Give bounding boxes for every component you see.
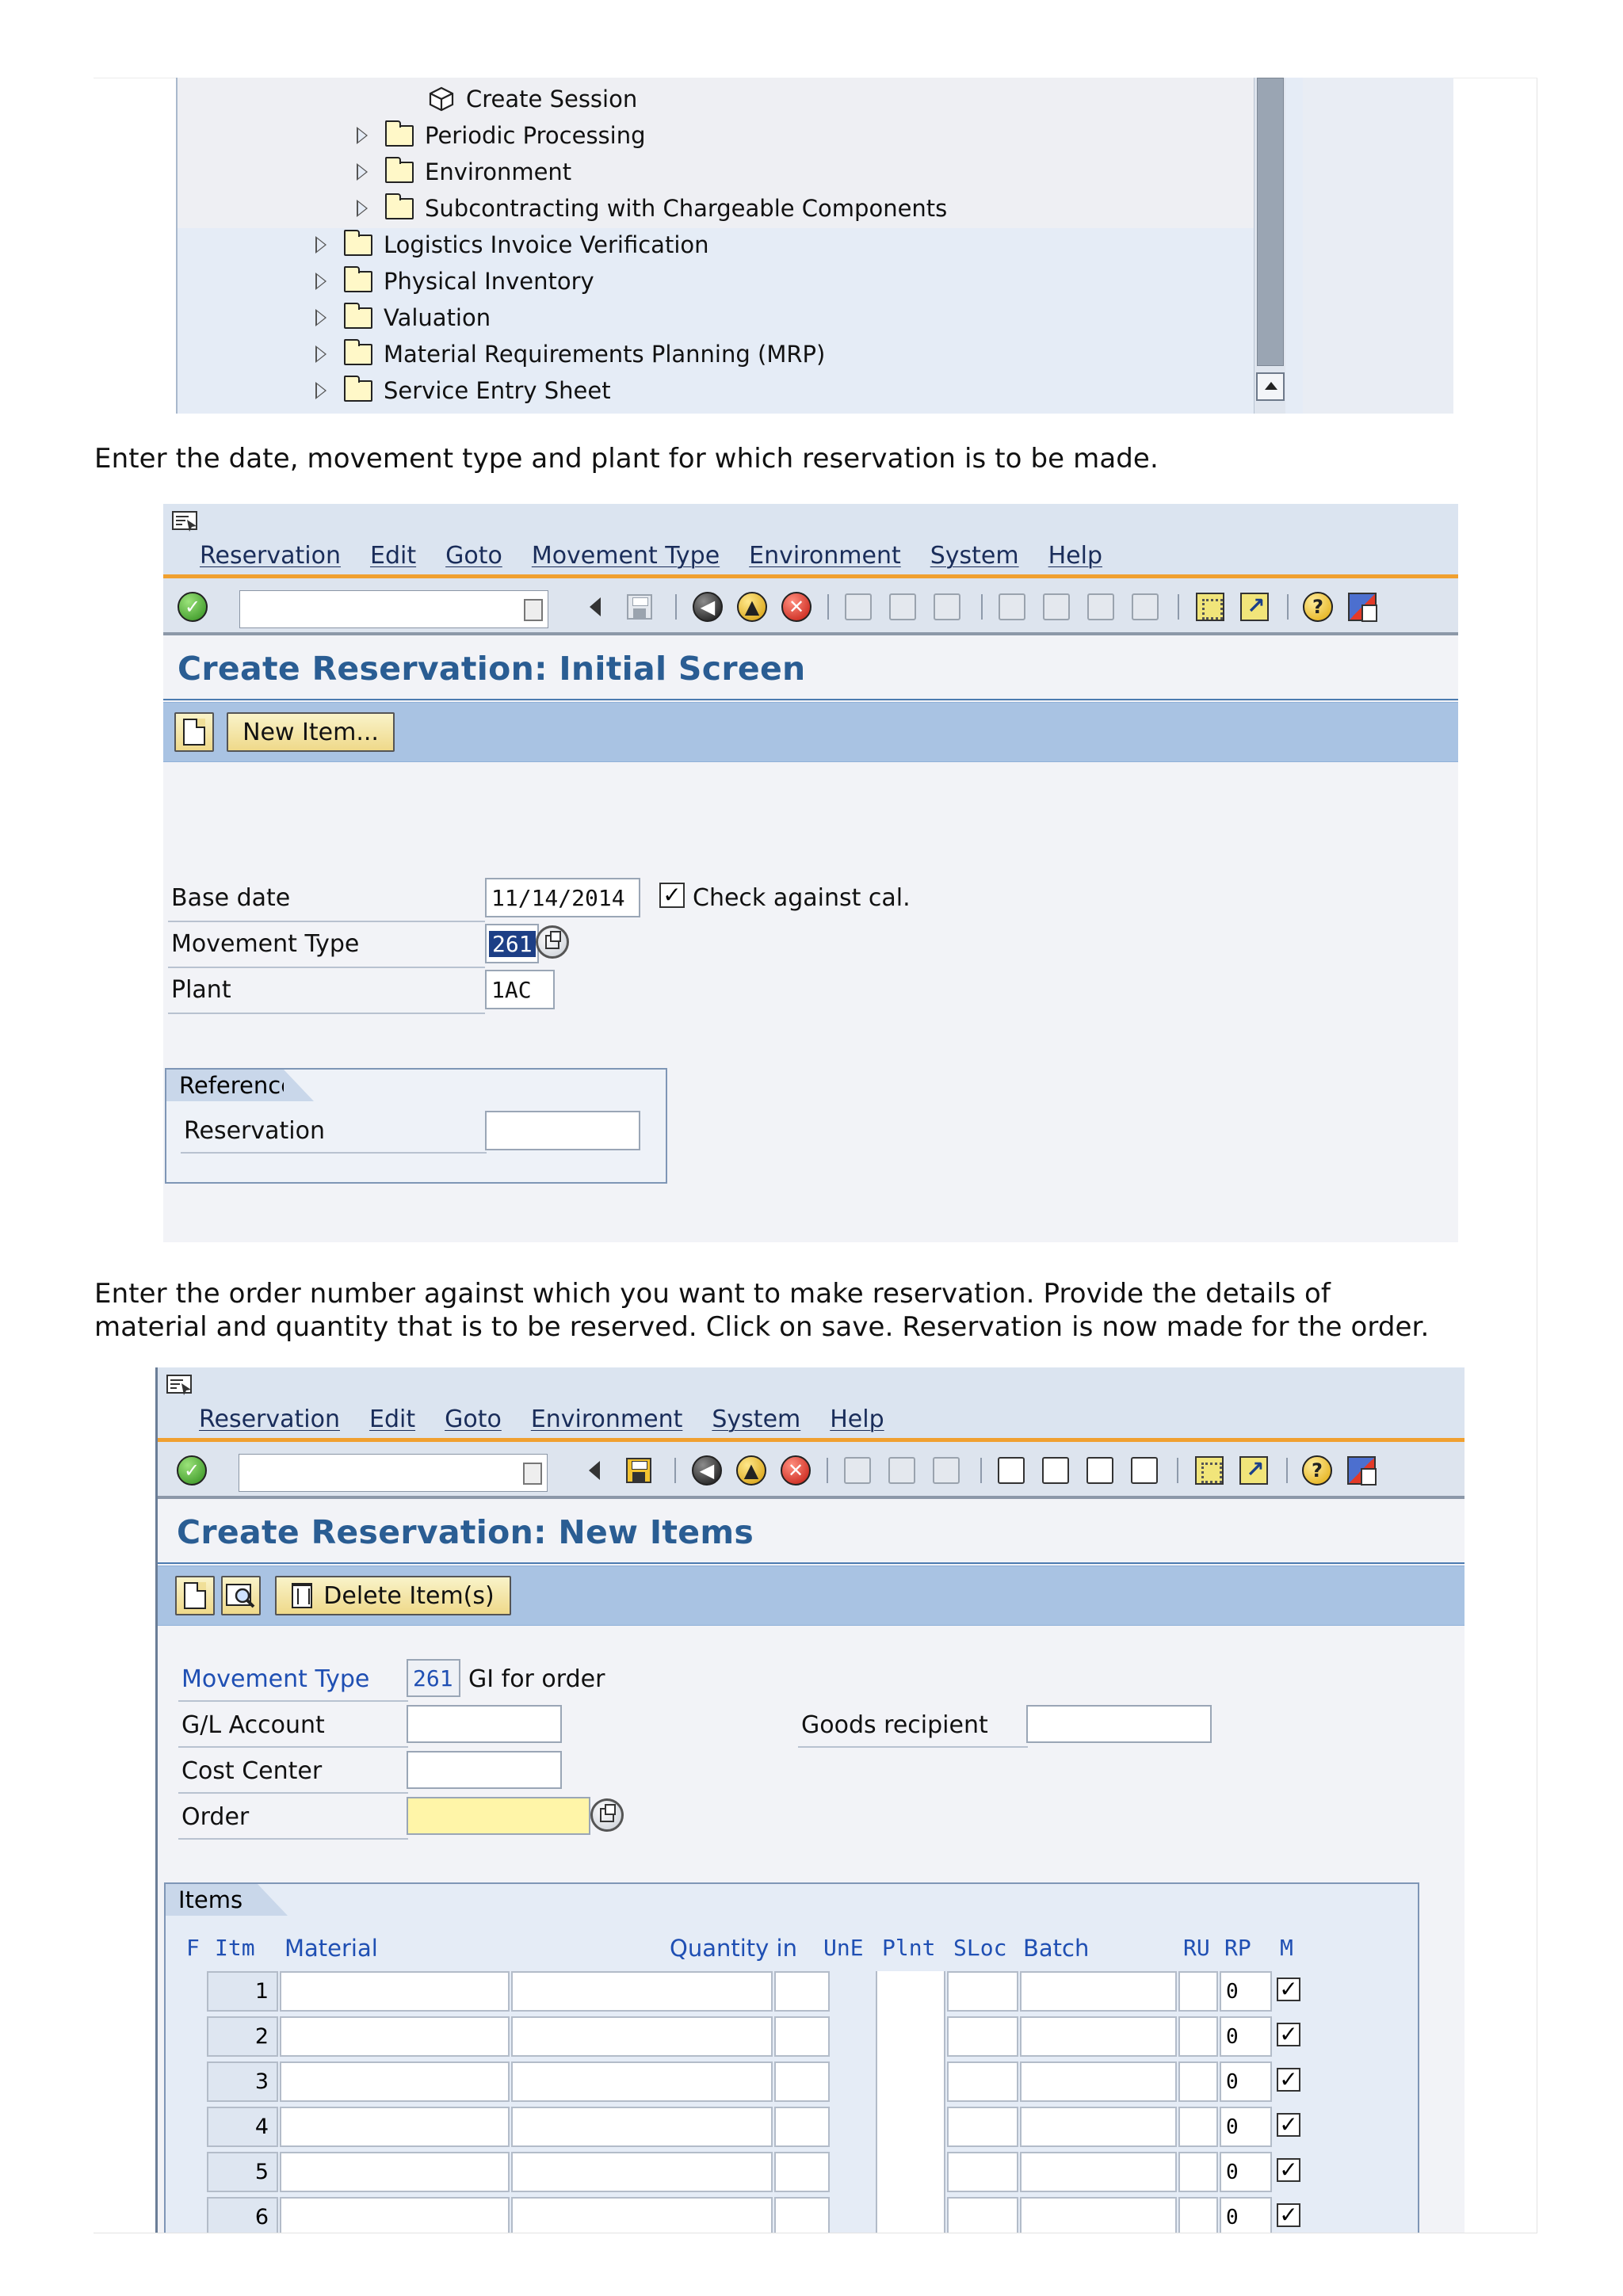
back-triangle-icon[interactable] [579,590,612,624]
menu-reservation[interactable]: Reservation [200,542,341,570]
menu-edit[interactable]: Edit [369,542,417,570]
material-cell[interactable] [280,2061,510,2102]
quantity-cell[interactable] [511,2197,773,2233]
expand-triangle-icon[interactable] [357,163,368,181]
standard-toolbar [163,578,1458,635]
first-page-icon [999,593,1025,620]
column-header-itm[interactable]: Itm [215,1935,255,1961]
expand-triangle-icon[interactable] [315,309,327,326]
batch-cell[interactable] [1020,2016,1177,2057]
exit-up-icon: ▲ [737,592,767,622]
scroll-up-arrow-icon[interactable] [1256,372,1285,401]
menu-edit[interactable]: Edit [369,1405,416,1433]
batch-cell[interactable] [1020,2061,1177,2102]
value-help-button[interactable] [536,925,569,959]
column-header-batch[interactable]: Batch [1023,1935,1090,1962]
cancel-button[interactable] [780,590,813,624]
check-against-cal-checkbox[interactable] [659,883,685,908]
find-next-button[interactable] [930,1454,963,1487]
ru-cell[interactable] [1178,2016,1218,2057]
first-page-icon [998,1457,1025,1484]
folder-icon [385,198,414,219]
previous-page-button[interactable] [1039,1454,1072,1487]
enter-button[interactable] [176,590,209,624]
shortcut-button[interactable] [1238,590,1271,624]
print-button[interactable] [842,590,875,624]
folder-icon [385,125,414,147]
storage-location-cell[interactable] [947,2061,1018,2102]
exit-up-icon: ▲ [736,1455,766,1486]
new-session-button[interactable] [1193,590,1227,624]
reference-group [165,1068,667,1184]
ru-cell[interactable] [1178,1971,1218,2012]
tree-scrollbar[interactable] [1254,78,1285,414]
menu-movement-type[interactable]: Movement Type [531,542,720,570]
goods-recipient-input[interactable] [1026,1705,1212,1743]
menu-environment[interactable]: Environment [530,1405,683,1433]
material-cell[interactable] [280,2107,510,2147]
checkmark-icon: ✓ [663,882,682,908]
batch-cell[interactable] [1020,2152,1177,2192]
back-button[interactable] [690,1454,724,1487]
help-question-icon: ? [1303,592,1333,622]
folder-icon [385,162,414,183]
folder-icon [344,380,372,402]
storage-location-cell[interactable] [947,2107,1018,2147]
column-header-plnt[interactable]: Plnt [882,1935,936,1961]
gl-account-input[interactable] [407,1705,562,1743]
storage-location-cell[interactable] [947,2197,1018,2233]
history-icon[interactable] [524,599,543,621]
save-disk-icon [627,594,652,620]
page-title: Create Reservation: New Items [177,1513,754,1551]
items-group [164,1882,1419,2233]
back-arrow-icon: ◀ [693,592,723,622]
print-button[interactable] [841,1454,874,1487]
reference-group-title: Reference [166,1070,284,1101]
delete-items-button[interactable]: Delete Item(s) [275,1576,511,1615]
shortcut-icon [1240,593,1269,621]
ru-cell[interactable] [1178,2152,1218,2192]
material-cell[interactable] [280,2197,510,2233]
new-document-icon [184,1582,206,1609]
column-header-une[interactable]: UnE [823,1935,864,1961]
find-binoculars-icon [889,593,916,620]
unit-cell[interactable] [774,2197,830,2233]
storage-location-cell[interactable] [947,2152,1018,2192]
checkmark-icon: ✓ [1279,2111,1298,2138]
find-binoculars-icon [888,1457,915,1484]
application-toolbar [163,702,1458,762]
cost-center-input[interactable] [407,1751,562,1789]
tree-item-service-entry-sheet[interactable]: Service Entry Sheet [315,372,611,409]
find-next-icon [933,1457,960,1484]
new-document-button[interactable] [175,1576,215,1615]
quantity-cell[interactable] [511,2152,773,2192]
command-field[interactable] [239,1454,548,1492]
help-button[interactable] [1300,1454,1334,1487]
movement-allowed-checkbox[interactable] [1277,2113,1300,2137]
checkmark-icon: ✓ [1279,2202,1298,2228]
previous-page-icon [1043,593,1070,620]
material-cell[interactable] [280,2016,510,2057]
standard-toolbar [158,1442,1465,1499]
instruction-step-2-line-2: material and quantity that is to be reserved. Click on save. Reservation is now made for the order. [94,1311,1430,1343]
goods-recipient-label: Goods recipient [801,1711,988,1739]
base-date-label: Base date [171,884,291,912]
tree-item-valuation[interactable]: Valuation [315,299,491,336]
trash-icon [292,1583,312,1608]
item-number-cell[interactable]: 6 [207,2197,278,2233]
instruction-step-1: Enter the date, movement type and plant for which reservation is to be made. [94,443,1159,475]
plant-column[interactable] [876,1971,945,2233]
quantity-cell[interactable] [511,2061,773,2102]
menu-goto[interactable]: Goto [445,542,502,570]
batch-cell[interactable] [1020,2107,1177,2147]
base-date-input[interactable]: 11/14/2014 [485,878,640,917]
enter-button[interactable] [175,1454,208,1487]
customize-layout-icon [1348,593,1377,621]
folder-icon [344,344,372,365]
cancel-x-icon: ✕ [781,1455,811,1486]
shortcut-button[interactable] [1237,1454,1270,1487]
window-menu-icon[interactable] [171,510,200,532]
unit-cell[interactable] [774,1971,830,2012]
movement-allowed-checkbox[interactable] [1277,1978,1300,2001]
item-number-cell[interactable]: 4 [207,2107,278,2147]
print-icon [845,593,872,620]
rp-cell[interactable]: 0 [1220,2061,1272,2102]
quantity-cell[interactable] [511,1971,773,2012]
tree-item-environment[interactable]: Environment [357,154,571,190]
find-next-button[interactable] [930,590,964,624]
help-question-icon: ? [1302,1455,1332,1486]
checkmark-icon: ✓ [1279,1976,1298,2002]
menu-environment[interactable]: Environment [749,542,901,570]
menu-system[interactable]: System [712,1405,801,1433]
order-input[interactable] [407,1797,590,1835]
storage-location-cell[interactable] [947,2016,1018,2057]
column-header-material[interactable]: Material [285,1935,378,1962]
movement-type-label: Movement Type [171,930,360,958]
gl-account-label: G/L Account [181,1711,325,1739]
order-label: Order [181,1803,250,1831]
find-next-icon [934,593,960,620]
column-header-quantity[interactable]: Quantity in [670,1935,797,1962]
checkmark-icon: ✓ [1279,2066,1298,2092]
movement-allowed-checkbox[interactable] [1277,2158,1300,2182]
material-cell[interactable] [280,1971,510,2012]
customize-layout-icon [1347,1456,1376,1485]
rp-cell[interactable]: 0 [1220,2107,1272,2147]
movement-allowed-checkbox[interactable] [1277,2203,1300,2227]
unit-cell[interactable] [774,2016,830,2057]
rp-cell[interactable]: 0 [1220,2152,1272,2192]
folder-icon [344,307,372,329]
batch-cell[interactable] [1020,1971,1177,2012]
checkmark-icon: ✓ [1279,2157,1298,2183]
unit-cell[interactable] [774,2107,830,2147]
new-session-button[interactable] [1193,1454,1226,1487]
item-number-cell[interactable]: 2 [207,2016,278,2057]
first-page-button[interactable] [995,1454,1028,1487]
movement-type-input[interactable]: 261 [485,924,539,963]
save-button[interactable] [623,590,656,624]
checkmark-icon: ✓ [1279,2021,1298,2047]
ru-cell[interactable] [1178,2061,1218,2102]
menu-items [200,542,1102,570]
menu-reservation[interactable]: Reservation [199,1405,340,1433]
scrollbar-thumb[interactable] [1257,78,1284,366]
previous-page-icon [1042,1457,1069,1484]
transaction-cube-icon [428,86,455,112]
first-page-button[interactable] [995,590,1029,624]
tree-item-create-session[interactable]: Create Session [428,81,637,117]
menu-system[interactable]: System [930,542,1019,570]
customize-layout-button[interactable] [1346,590,1379,624]
plant-input[interactable]: 1AC [485,970,555,1009]
new-session-icon [1195,1456,1224,1485]
next-page-icon [1087,593,1114,620]
next-page-icon [1086,1457,1113,1484]
reservation-input[interactable] [485,1111,640,1150]
exit-button[interactable] [735,590,769,624]
ru-cell[interactable] [1178,2107,1218,2147]
menu-tree-screenshot [176,78,1453,414]
window-menu-icon[interactable] [166,1374,194,1396]
storage-location-cell[interactable] [947,1971,1018,2012]
tree-item-periodic-processing[interactable]: Periodic Processing [357,117,646,154]
find-button[interactable] [886,590,919,624]
expand-triangle-icon[interactable] [357,200,368,217]
rp-cell[interactable]: 0 [1220,1971,1272,2012]
check-against-cal-label: Check against cal. [693,884,911,912]
movement-allowed-checkbox[interactable] [1277,2068,1300,2092]
plant-label: Plant [171,976,231,1004]
folder-icon [344,271,372,292]
exit-button[interactable] [735,1454,768,1487]
back-arrow-icon: ◀ [692,1455,722,1486]
next-page-button[interactable] [1083,1454,1117,1487]
rp-cell[interactable]: 0 [1220,2016,1272,2057]
expand-triangle-icon[interactable] [315,236,327,254]
batch-cell[interactable] [1020,2197,1177,2233]
cancel-button[interactable] [779,1454,812,1487]
menu-bar [158,1367,1465,1439]
save-disk-icon [626,1458,651,1483]
help-button[interactable] [1301,590,1335,624]
tree-item-subcontracting[interactable]: Subcontracting with Chargeable Components [357,190,947,227]
new-item-button[interactable]: New Item... [227,712,395,752]
order-value-help-button[interactable] [590,1798,624,1832]
movement-type-display: 261 [407,1659,460,1697]
last-page-button[interactable] [1128,590,1162,624]
checkmark-icon: ✓ [178,592,208,622]
find-button[interactable] [885,1454,918,1487]
column-header-f[interactable]: F [186,1935,200,1961]
page-title: Create Reservation: Initial Screen [178,650,806,688]
quantity-cell[interactable] [511,2107,773,2147]
movement-type-label: Movement Type [181,1665,370,1693]
customize-layout-button[interactable] [1345,1454,1378,1487]
expand-triangle-icon[interactable] [315,273,327,290]
menu-help[interactable]: Help [830,1405,884,1433]
menu-help[interactable]: Help [1048,542,1103,570]
history-icon[interactable] [523,1463,542,1485]
item-number-cell[interactable]: 5 [207,2152,278,2192]
command-field[interactable] [239,590,548,628]
ru-cell[interactable] [1178,2197,1218,2233]
cancel-x-icon: ✕ [781,592,812,622]
next-page-button[interactable] [1084,590,1117,624]
rp-cell[interactable]: 0 [1220,2197,1272,2233]
item-number-cell[interactable]: 1 [207,1971,278,2012]
shortcut-icon [1239,1456,1268,1485]
unit-cell[interactable] [774,2152,830,2192]
save-button[interactable] [622,1454,655,1487]
checkmark-icon: ✓ [177,1455,207,1486]
preview-magnifier-icon [225,1581,257,1610]
quantity-cell[interactable] [511,2016,773,2057]
menu-bar [163,504,1458,575]
back-button[interactable] [691,590,724,624]
movement-allowed-checkbox[interactable] [1277,2023,1300,2046]
column-header-ru[interactable]: RU [1183,1935,1210,1961]
folder-icon [344,235,372,256]
back-triangle-icon[interactable] [578,1454,611,1487]
column-header-m[interactable]: M [1280,1935,1293,1961]
application-toolbar [158,1566,1465,1626]
expand-triangle-icon[interactable] [315,345,327,363]
tree-item-logistics-invoice-verification[interactable]: Logistics Invoice Verification [315,227,709,263]
new-session-icon [1196,593,1224,621]
menu-items [199,1405,884,1433]
instruction-step-2-line-1: Enter the order number against which you want to make reservation. Provide the details of [94,1278,1331,1310]
sap-window-initial-screen [163,504,1458,1242]
preview-button[interactable] [221,1576,261,1615]
last-page-icon [1131,1457,1158,1484]
column-header-sloc[interactable]: SLoc [953,1935,1007,1961]
item-number-cell[interactable]: 3 [207,2061,278,2102]
value-help-icon [545,935,559,949]
cost-center-label: Cost Center [181,1757,323,1785]
last-page-icon [1132,593,1159,620]
new-document-button[interactable] [174,712,214,752]
sap-window-new-items [155,1367,1465,2233]
value-help-icon [600,1808,614,1822]
tree-item-physical-inventory[interactable]: Physical Inventory [315,263,594,299]
items-group-title: Items [166,1884,258,1916]
print-icon [844,1457,871,1484]
last-page-button[interactable] [1128,1454,1161,1487]
movement-type-text: GI for order [468,1665,605,1693]
expand-triangle-icon[interactable] [357,127,368,144]
previous-page-button[interactable] [1040,590,1073,624]
reservation-label: Reservation [184,1117,325,1145]
tree-item-mrp[interactable]: Material Requirements Planning (MRP) [315,336,825,372]
new-document-icon [183,719,205,746]
column-header-rp[interactable]: RP [1224,1935,1251,1961]
expand-triangle-icon[interactable] [315,382,327,399]
material-cell[interactable] [280,2152,510,2192]
menu-goto[interactable]: Goto [445,1405,502,1433]
unit-cell[interactable] [774,2061,830,2102]
